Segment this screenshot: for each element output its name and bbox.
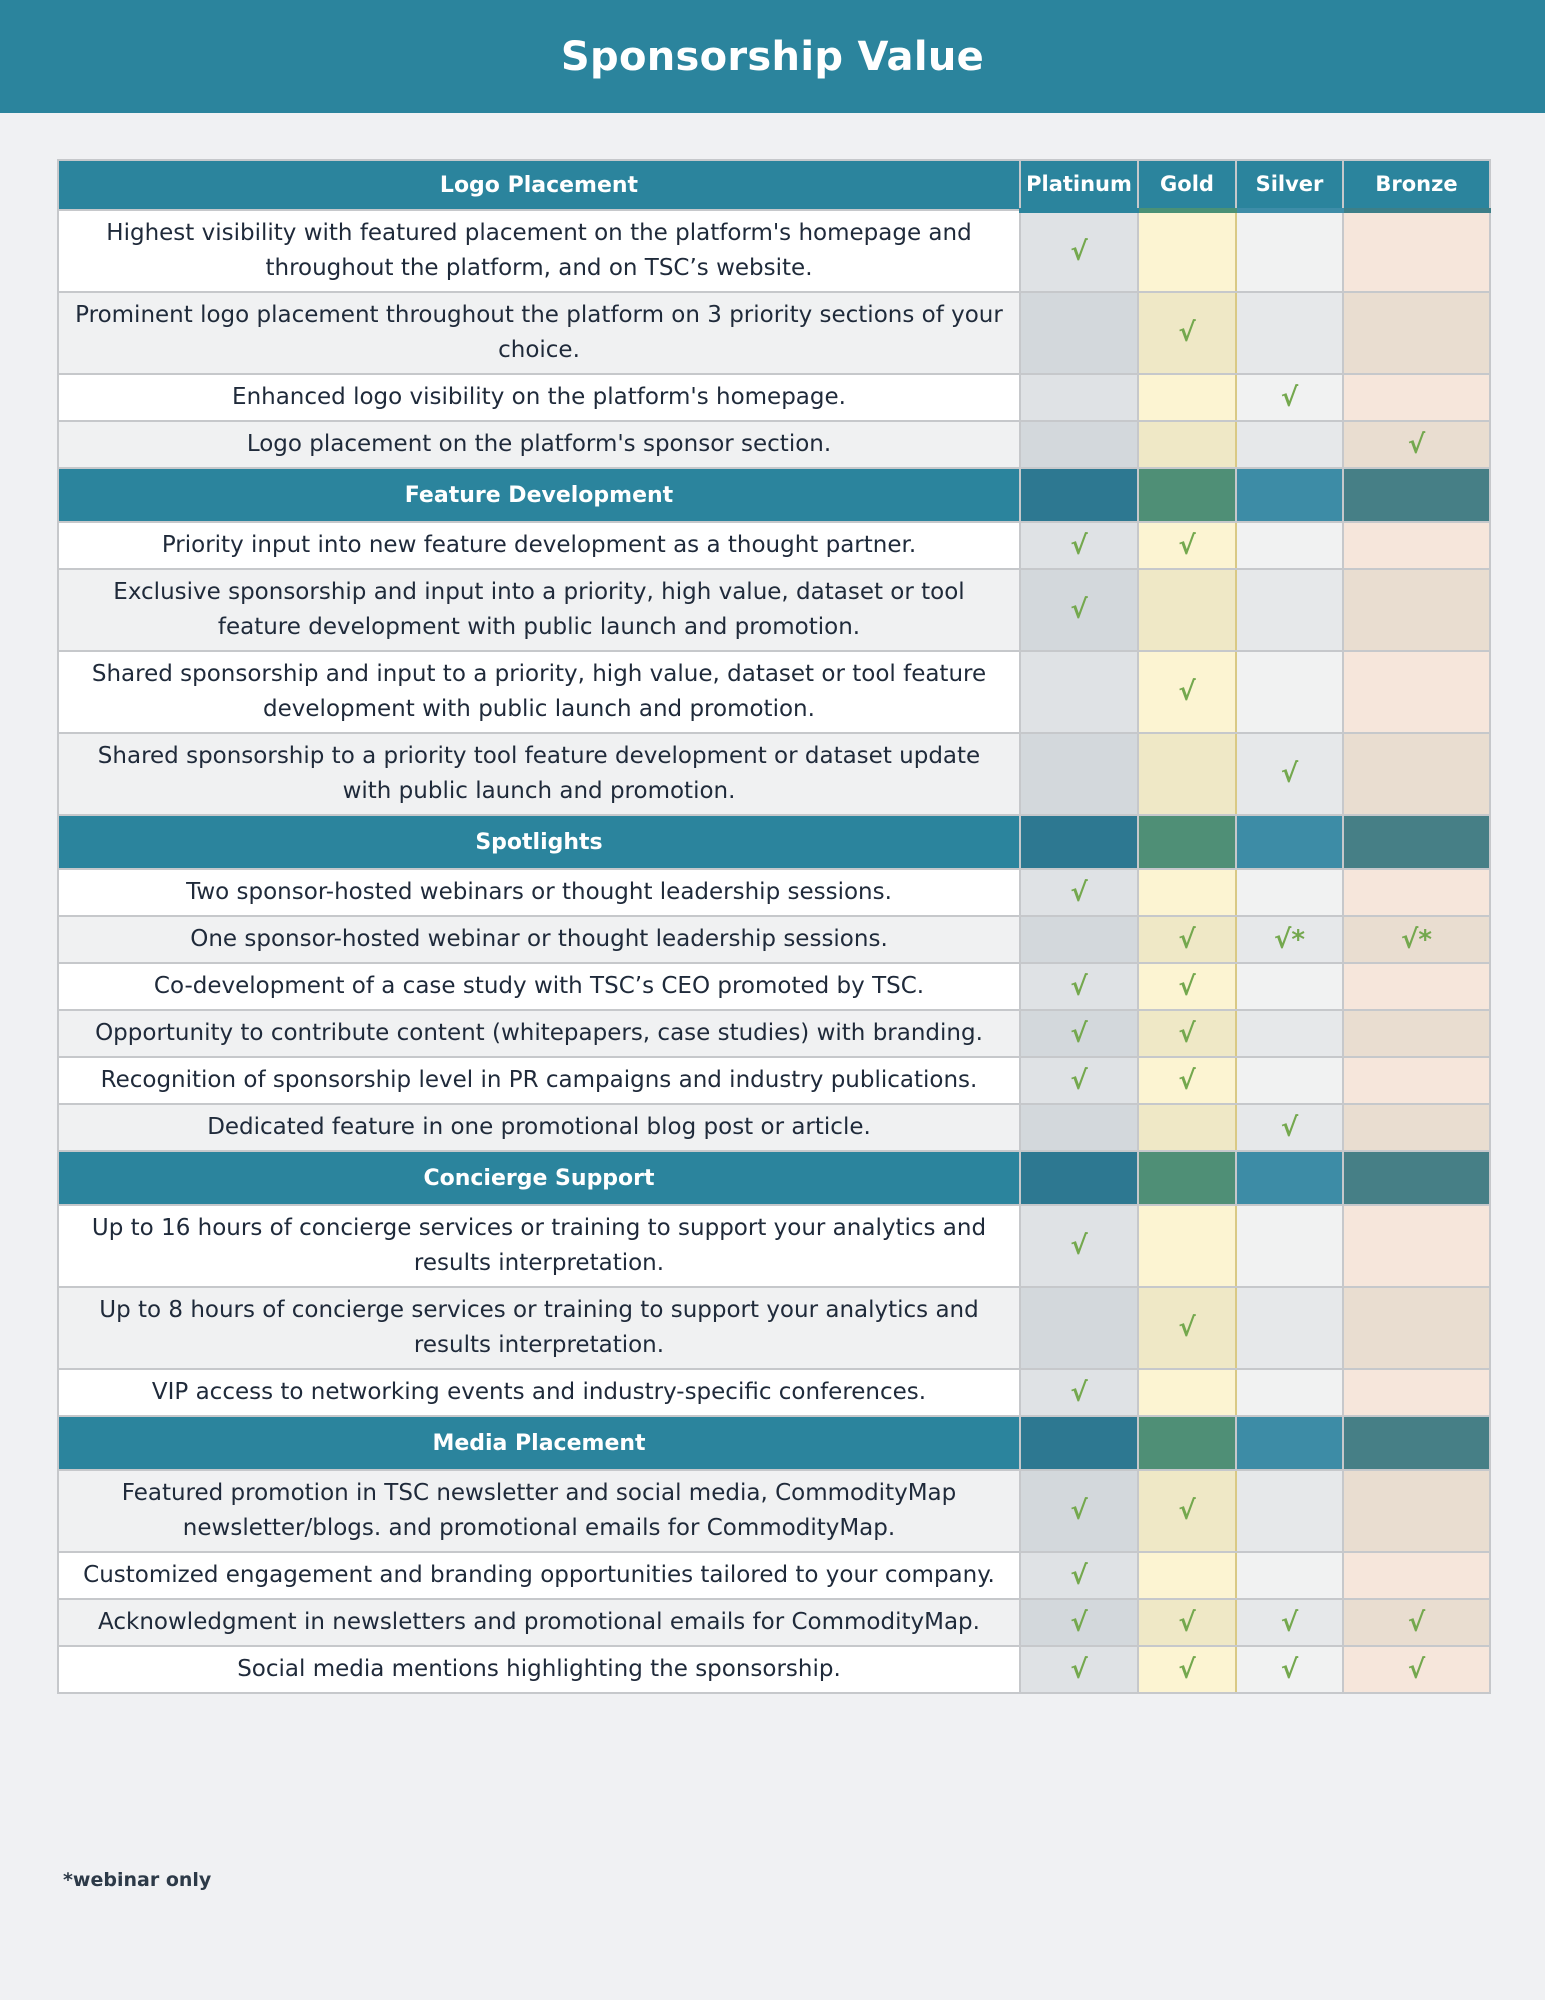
benefit-description: Shared sponsorship to a priority tool feature development or dataset update with public launch and promotion. bbox=[58, 733, 1020, 815]
checkmark-icon: √ bbox=[1070, 1560, 1088, 1591]
tier-cell-bronze bbox=[1343, 1010, 1490, 1057]
tier-cell-gold bbox=[1138, 1104, 1236, 1151]
checkmark-icon: √ bbox=[1407, 1607, 1426, 1638]
tier-cell-platinum bbox=[1020, 210, 1138, 292]
tier-cell-bronze bbox=[1343, 1287, 1490, 1369]
section-tier-cell bbox=[1020, 815, 1138, 869]
checkmark-icon: √ bbox=[1280, 1654, 1299, 1685]
benefit-description: Up to 16 hours of concierge services or training to support your analytics and results interpretation. bbox=[58, 1205, 1020, 1287]
tier-cell-silver bbox=[1236, 374, 1343, 421]
benefit-row bbox=[58, 651, 1490, 733]
checkmark-icon: √ bbox=[1178, 1654, 1196, 1685]
tier-cell-platinum bbox=[1020, 522, 1138, 569]
benefit-description: Customized engagement and branding opportunities tailored to your company. bbox=[58, 1552, 1020, 1599]
tier-cell-platinum bbox=[1020, 569, 1138, 651]
section-tier-cell bbox=[1236, 1151, 1343, 1205]
tier-cell-platinum bbox=[1020, 421, 1138, 468]
benefit-row bbox=[58, 1205, 1490, 1287]
footnote: *webinar only bbox=[63, 1869, 212, 1891]
tier-cell-bronze bbox=[1343, 1599, 1490, 1646]
tier-cell-gold bbox=[1138, 1010, 1236, 1057]
tier-cell-silver bbox=[1236, 292, 1343, 374]
tier-cell-silver bbox=[1236, 210, 1343, 292]
tier-cell-bronze bbox=[1343, 869, 1490, 916]
title-banner bbox=[0, 0, 1545, 113]
tier-cell-gold bbox=[1138, 1646, 1236, 1693]
benefit-row bbox=[58, 1646, 1490, 1693]
checkmark-icon: √ bbox=[1070, 971, 1088, 1002]
section-tier-cell bbox=[1343, 815, 1490, 869]
tier-cell-silver bbox=[1236, 1646, 1343, 1693]
benefit-description: One sponsor-hosted webinar or thought leadership sessions. bbox=[58, 916, 1020, 963]
checkmark-icon: √ bbox=[1178, 530, 1196, 561]
tier-cell-silver bbox=[1236, 916, 1343, 963]
checkmark-icon: √ bbox=[1178, 1496, 1196, 1526]
tier-cell-silver bbox=[1236, 1287, 1343, 1369]
checkmark-icon: √ bbox=[1407, 429, 1426, 460]
benefit-row bbox=[58, 963, 1490, 1010]
tier-cell-bronze bbox=[1343, 1205, 1490, 1287]
tier-cell-platinum bbox=[1020, 1646, 1138, 1693]
tier-cell-gold bbox=[1138, 292, 1236, 374]
section-tier-cell bbox=[1020, 1416, 1138, 1470]
benefit-description: Highest visibility with featured placement on the platform's homepage and throughout the platform, and on TSC’s website. bbox=[58, 210, 1020, 292]
benefit-row bbox=[58, 374, 1490, 421]
column-header-platinum: Platinum bbox=[1020, 160, 1138, 210]
section-tier-cell bbox=[1020, 468, 1138, 522]
benefit-row bbox=[58, 1287, 1490, 1369]
checkmark-icon: √ bbox=[1178, 1313, 1196, 1343]
tier-cell-platinum bbox=[1020, 1104, 1138, 1151]
section-title: Logo Placement bbox=[58, 160, 1020, 210]
tier-cell-silver bbox=[1236, 869, 1343, 916]
checkmark-icon: √ bbox=[1070, 595, 1088, 625]
tier-cell-platinum bbox=[1020, 963, 1138, 1010]
tier-cell-silver bbox=[1236, 569, 1343, 651]
tier-cell-platinum bbox=[1020, 374, 1138, 421]
benefit-row bbox=[58, 1104, 1490, 1151]
checkmark-icon: √ bbox=[1178, 1607, 1196, 1638]
section-title: Concierge Support bbox=[58, 1151, 1020, 1205]
tier-cell-platinum bbox=[1020, 1599, 1138, 1646]
tier-cell-gold bbox=[1138, 374, 1236, 421]
tier-cell-platinum bbox=[1020, 869, 1138, 916]
checkmark-icon: √ bbox=[1280, 1607, 1299, 1638]
tier-cell-silver bbox=[1236, 733, 1343, 815]
section-tier-cell bbox=[1343, 1151, 1490, 1205]
tier-cell-gold bbox=[1138, 1470, 1236, 1552]
tier-cell-bronze bbox=[1343, 421, 1490, 468]
checkmark-icon: √ bbox=[1070, 1496, 1088, 1526]
tier-cell-bronze bbox=[1343, 569, 1490, 651]
benefit-description: Enhanced logo visibility on the platform's homepage. bbox=[58, 374, 1020, 421]
tier-cell-gold bbox=[1138, 421, 1236, 468]
tier-cell-gold bbox=[1138, 869, 1236, 916]
tier-cell-bronze bbox=[1343, 963, 1490, 1010]
checkmark-icon: √ bbox=[1407, 1654, 1426, 1685]
tier-cell-gold bbox=[1138, 916, 1236, 963]
tier-cell-bronze bbox=[1343, 1552, 1490, 1599]
benefit-row bbox=[58, 1552, 1490, 1599]
checkmark-icon: √ bbox=[1070, 1654, 1088, 1685]
tier-cell-platinum bbox=[1020, 1369, 1138, 1416]
checkmark-icon: √ bbox=[1178, 1065, 1196, 1096]
benefit-row bbox=[58, 733, 1490, 815]
checkmark-icon: √ bbox=[1178, 924, 1196, 955]
benefit-row bbox=[58, 210, 1490, 292]
tier-cell-platinum bbox=[1020, 1205, 1138, 1287]
tier-cell-gold bbox=[1138, 1552, 1236, 1599]
section-tier-cell bbox=[1343, 1416, 1490, 1470]
checkmark-icon: √ bbox=[1280, 382, 1299, 413]
benefit-description: Logo placement on the platform's sponsor section. bbox=[58, 421, 1020, 468]
tier-cell-silver bbox=[1236, 1057, 1343, 1104]
tier-cell-gold bbox=[1138, 733, 1236, 815]
benefit-description: Shared sponsorship and input to a priority, high value, dataset or tool feature development with public launch and promotion. bbox=[58, 651, 1020, 733]
tier-cell-gold bbox=[1138, 651, 1236, 733]
tier-cell-bronze bbox=[1343, 733, 1490, 815]
tier-cell-gold bbox=[1138, 1369, 1236, 1416]
tier-cell-silver bbox=[1236, 963, 1343, 1010]
benefit-row bbox=[58, 292, 1490, 374]
benefit-row bbox=[58, 869, 1490, 916]
tier-cell-bronze bbox=[1343, 916, 1490, 963]
tier-cell-silver bbox=[1236, 1369, 1343, 1416]
sponsorship-table bbox=[57, 159, 1491, 1694]
tier-cell-silver bbox=[1236, 1470, 1343, 1552]
tier-cell-platinum bbox=[1020, 651, 1138, 733]
tier-cell-platinum bbox=[1020, 292, 1138, 374]
benefit-description: Two sponsor-hosted webinars or thought leadership sessions. bbox=[58, 869, 1020, 916]
tier-cell-gold bbox=[1138, 569, 1236, 651]
tier-cell-gold bbox=[1138, 1057, 1236, 1104]
benefit-description: Exclusive sponsorship and input into a priority, high value, dataset or tool feature development with public launch and promotion. bbox=[58, 569, 1020, 651]
section-tier-cell bbox=[1138, 815, 1236, 869]
section-tier-cell bbox=[1020, 1151, 1138, 1205]
benefit-row bbox=[58, 1470, 1490, 1552]
page-title: Sponsorship Value bbox=[560, 33, 985, 80]
tier-cell-silver bbox=[1236, 651, 1343, 733]
section-title: Media Placement bbox=[58, 1416, 1020, 1470]
checkmark-icon: √ bbox=[1070, 1018, 1088, 1049]
tier-cell-bronze bbox=[1343, 1057, 1490, 1104]
benefit-row bbox=[58, 1057, 1490, 1104]
benefit-description: Opportunity to contribute content (whitepapers, case studies) with branding. bbox=[58, 1010, 1020, 1057]
tier-cell-silver bbox=[1236, 421, 1343, 468]
section-row bbox=[58, 1151, 1490, 1205]
section-title: Feature Development bbox=[58, 468, 1020, 522]
checkmark-icon: √ bbox=[1280, 759, 1299, 789]
section-tier-cell bbox=[1343, 468, 1490, 522]
tier-cell-bronze bbox=[1343, 1104, 1490, 1151]
checkmark-icon: √* bbox=[1401, 924, 1432, 955]
tier-cell-platinum bbox=[1020, 916, 1138, 963]
tier-cell-platinum bbox=[1020, 1287, 1138, 1369]
tier-cell-silver bbox=[1236, 1205, 1343, 1287]
tier-cell-bronze bbox=[1343, 1369, 1490, 1416]
section-row bbox=[58, 468, 1490, 522]
checkmark-icon: √ bbox=[1178, 677, 1196, 707]
checkmark-icon: √ bbox=[1178, 971, 1196, 1002]
tier-cell-platinum bbox=[1020, 1552, 1138, 1599]
section-tier-cell bbox=[1138, 1151, 1236, 1205]
section-tier-cell bbox=[1236, 1416, 1343, 1470]
benefit-description: Social media mentions highlighting the sponsorship. bbox=[58, 1646, 1020, 1693]
benefit-description: Dedicated feature in one promotional blog post or article. bbox=[58, 1104, 1020, 1151]
checkmark-icon: √ bbox=[1070, 1377, 1088, 1408]
section-tier-cell bbox=[1236, 468, 1343, 522]
tier-cell-gold bbox=[1138, 1287, 1236, 1369]
checkmark-icon: √ bbox=[1070, 1231, 1088, 1261]
benefit-description: Co-development of a case study with TSC’s CEO promoted by TSC. bbox=[58, 963, 1020, 1010]
column-header-gold: Gold bbox=[1138, 160, 1236, 210]
section-tier-cell bbox=[1236, 815, 1343, 869]
checkmark-icon: √ bbox=[1070, 530, 1088, 561]
benefit-description: Acknowledgment in newsletters and promotional emails for CommodityMap. bbox=[58, 1599, 1020, 1646]
tier-cell-gold bbox=[1138, 963, 1236, 1010]
tier-cell-silver bbox=[1236, 1010, 1343, 1057]
tier-cell-gold bbox=[1138, 1599, 1236, 1646]
benefit-description: Featured promotion in TSC newsletter and social media, CommodityMap newsletter/blogs. and promotional emails for CommodityMap. bbox=[58, 1470, 1020, 1552]
tier-cell-gold bbox=[1138, 1205, 1236, 1287]
tier-cell-gold bbox=[1138, 522, 1236, 569]
tier-cell-platinum bbox=[1020, 733, 1138, 815]
benefit-row bbox=[58, 522, 1490, 569]
checkmark-icon: √* bbox=[1274, 924, 1305, 955]
checkmark-icon: √ bbox=[1280, 1112, 1299, 1143]
benefit-description: Prominent logo placement throughout the platform on 3 priority sections of your choice. bbox=[58, 292, 1020, 374]
benefit-row bbox=[58, 569, 1490, 651]
tier-cell-platinum bbox=[1020, 1057, 1138, 1104]
checkmark-icon: √ bbox=[1070, 236, 1088, 267]
tier-cell-bronze bbox=[1343, 374, 1490, 421]
tier-cell-bronze bbox=[1343, 292, 1490, 374]
tier-cell-bronze bbox=[1343, 1470, 1490, 1552]
section-tier-cell bbox=[1138, 1416, 1236, 1470]
tier-cell-silver bbox=[1236, 1104, 1343, 1151]
benefit-row bbox=[58, 916, 1490, 963]
tier-cell-bronze bbox=[1343, 522, 1490, 569]
column-header-silver: Silver bbox=[1236, 160, 1343, 210]
tier-cell-platinum bbox=[1020, 1470, 1138, 1552]
benefit-description: Recognition of sponsorship level in PR campaigns and industry publications. bbox=[58, 1057, 1020, 1104]
checkmark-icon: √ bbox=[1070, 1065, 1088, 1096]
benefit-row bbox=[58, 1599, 1490, 1646]
checkmark-icon: √ bbox=[1070, 1607, 1088, 1638]
section-title: Spotlights bbox=[58, 815, 1020, 869]
benefit-description: VIP access to networking events and industry-specific conferences. bbox=[58, 1369, 1020, 1416]
tier-cell-silver bbox=[1236, 1552, 1343, 1599]
checkmark-icon: √ bbox=[1178, 318, 1196, 348]
benefit-row bbox=[58, 421, 1490, 468]
section-row bbox=[58, 815, 1490, 869]
benefit-row bbox=[58, 1010, 1490, 1057]
benefit-row bbox=[58, 1369, 1490, 1416]
section-row bbox=[58, 1416, 1490, 1470]
checkmark-icon: √ bbox=[1178, 1018, 1196, 1049]
section-tier-cell bbox=[1138, 468, 1236, 522]
tier-cell-bronze bbox=[1343, 651, 1490, 733]
header-row bbox=[58, 160, 1490, 210]
benefit-description: Priority input into new feature development as a thought partner. bbox=[58, 522, 1020, 569]
benefit-description: Up to 8 hours of concierge services or training to support your analytics and results interpretation. bbox=[58, 1287, 1020, 1369]
checkmark-icon: √ bbox=[1070, 877, 1088, 908]
tier-cell-bronze bbox=[1343, 210, 1490, 292]
tier-cell-platinum bbox=[1020, 1010, 1138, 1057]
tier-cell-silver bbox=[1236, 522, 1343, 569]
column-header-bronze: Bronze bbox=[1343, 160, 1490, 210]
tier-cell-silver bbox=[1236, 1599, 1343, 1646]
tier-cell-bronze bbox=[1343, 1646, 1490, 1693]
tier-cell-gold bbox=[1138, 210, 1236, 292]
